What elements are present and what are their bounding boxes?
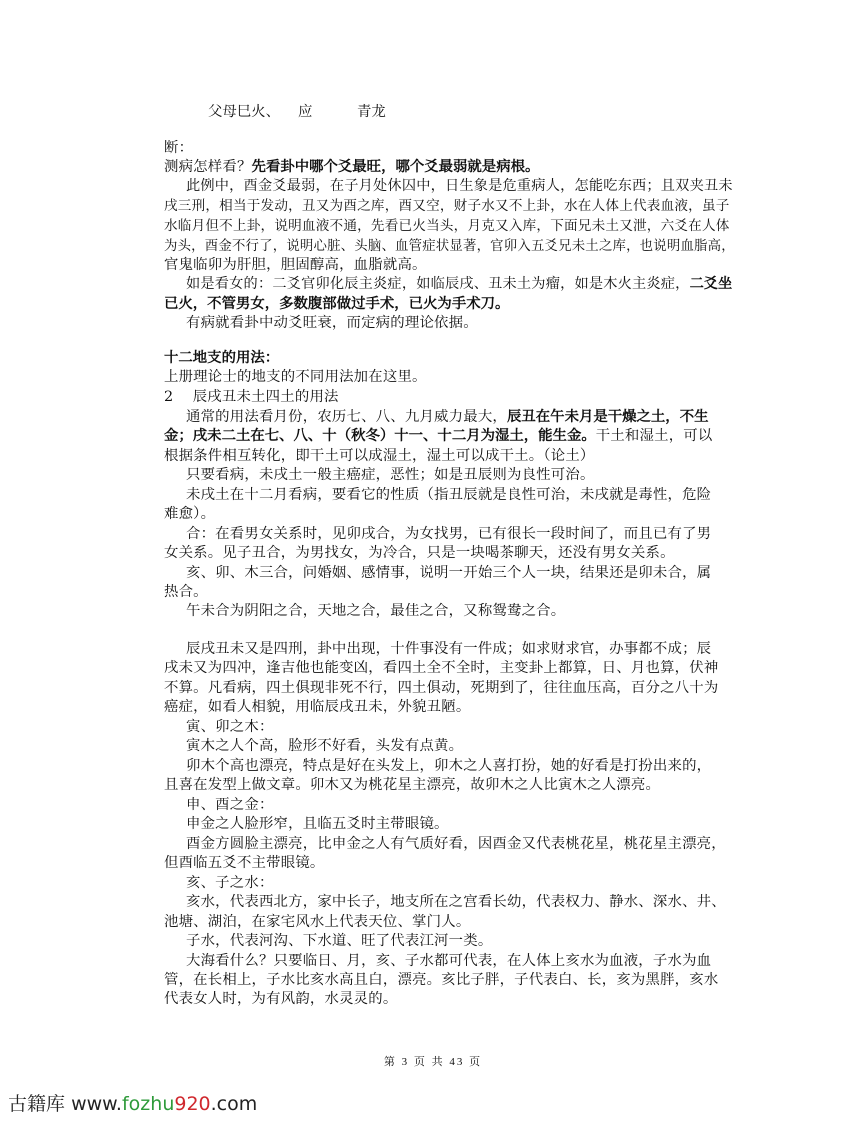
text-line [164,388,736,407]
text-line [164,505,736,524]
line-text: 亥水，代表西北方，家中长子，地支所在之宫看长幼，代表权力、静水、深水、井、 [186,894,726,910]
line-text: 断： [164,140,194,156]
line-text: 此例中，酉金爻最弱，在子月处休囚中，日生象是危重病人，怎能吃东西；且双夹丑未 [186,178,733,194]
line-text: 热合。 [164,584,208,600]
text-line [164,177,736,196]
text-line [164,217,736,236]
line-text: 辰戌丑未又是四刑，卦中出现，十件事没有一件成；如求财求官，办事都不成；辰 [186,641,712,657]
text-line [164,349,736,368]
header-col-3: 青龙 [357,104,386,120]
line-text: 申金之人脸形窄，且临五爻时主带眼镜。 [186,816,449,832]
line-text: 池塘、湖泊，在家宅风水上代表天位、掌门人。 [164,914,471,930]
line-text: 寅木之人个高，脸形不好看，头发有点黄。 [186,738,464,754]
line-text: 但酉临五爻不主带眼镜。 [164,855,325,871]
text-line [164,932,736,951]
text-line [164,275,736,294]
watermark-logo [8,1089,257,1116]
text-line [164,486,736,505]
line-text: 卯木个高也漂亮，特点是好在头发上，卯木之人喜打扮，她的好看是打扮出来的， [186,758,712,774]
header-col-1: 父母巳火、 [208,104,280,120]
text-line [164,525,736,544]
line-text: 大海看什么？只要临日、月，亥、子水都可代表，在人体上亥水为血液，子水为血 [186,953,712,969]
text-line [164,640,736,659]
text-line [164,368,736,387]
text-line [164,466,736,485]
text-line [164,990,736,1009]
line-bold-text: 金；戌未二土在七、八、十（秋冬）十一、十二月为湿土，能生金。 [164,428,596,444]
text-line [164,952,736,971]
text-line [164,427,736,446]
line-text: 午未合为阴阳之合，天地之合，最佳之合，又称鸳鸯之合。 [186,603,566,619]
text-line [164,815,736,834]
text-line [164,893,736,912]
line-text: 测病怎样看？ [164,159,252,175]
line-text: 上册理论士的地支的不同用法加在这里。 [164,369,427,385]
line-text: 如是看女的：二爻官卯化辰主炎症，如临辰戌、丑未土为瘤，如是木火主炎症， [186,276,690,292]
line-text: 难愈）。 [164,506,216,522]
line-text: 合：在看男女关系时，见卯戌合，为女找男，已有很长一段时间了，而且已有了男 [186,526,712,542]
text-line [164,698,736,717]
text-line [164,835,736,854]
header-col-2: 应 [298,104,313,120]
line-text: 只要看病，未戌土一般主癌症，恶性；如是丑辰则为良性可治。 [186,467,595,483]
line-text: 酉金方圆脸主漂亮，比申金之人有气质好看，因酉金又代表桃花星，桃花星主漂亮， [186,836,726,852]
line-bold-text: 辰丑在午未月是干燥之土，不生 [507,409,709,425]
text-line [164,659,736,678]
watermark-url: www.fozhu920.com [71,1093,258,1115]
text-line [164,447,736,466]
line-text: 官鬼临卯为肝胆，胆固醇高，血脂就高。 [164,257,427,273]
page-number: 第 3 页 共 43 页 [383,1056,483,1068]
line-text: 戌未又为四冲，逢吉他也能变凶，看四土全不全时，主变卦上都算，日、月也算，伏神 [164,660,719,676]
text-line [164,583,736,602]
line-text: 戌三刑，相当于发动，丑又为酉之库，酉又空，财子水又不上卦，水在人体上代表血液，虽子 [164,198,730,214]
text-line [164,564,736,583]
text-line [164,602,736,621]
line-bold-text: 十二地支的用法： [164,350,280,366]
line-text: 亥、卯、木三合，问婚姻、感情事，说明一开始三个人一块，结果还是卯未合，属 [186,565,712,581]
line-text: 且喜在发型上做文章。卯木又为桃花星主漂亮，故卯木之人比寅木之人漂亮。 [164,777,661,793]
line-text: 有病就看卦中动爻旺衰，而定病的理论依据。 [186,315,478,331]
line-text: 申、酉之金： [186,797,274,813]
text-line [164,197,736,216]
text-line [164,408,736,427]
text-line [164,971,736,990]
text-line [164,139,736,158]
line-text: 为头，酉金不行了，说明心脏、头脑、血管症状显著，官卯入五爻兄未土之库，也说明血脂高， [164,239,735,254]
text-line [164,757,736,776]
text-line [164,256,736,275]
line-bold-text: 二爻坐 [689,276,733,292]
text-line [164,314,736,333]
line-text: 女关系。见子丑合，为男找女，为冷合，只是一块喝茶聊天，还没有男女关系。 [164,545,675,561]
text-line [164,544,736,563]
text-line [164,854,736,873]
watermark-site-name: 古籍库 [8,1093,66,1115]
text-line [164,679,736,698]
line-bold-text: 先看卦中哪个爻最旺，哪个爻最弱就是病根。 [251,159,540,175]
text-line [164,237,736,256]
line-bold-text: 已火，不管男女，多数腹部做过手术，已火为手术刀。 [164,296,510,312]
line-text: 代表女人时，为有风韵，水灵灵的。 [164,991,398,1007]
line-text: 亥、子之水： [186,875,274,891]
text-line [164,913,736,932]
line-text: 子水，代表河沟、下水道、旺了代表江河一类。 [186,933,493,949]
line-text: 癌症，如看人相貌，用临辰戌丑未，外貌丑陋。 [164,699,471,715]
text-line [164,776,736,795]
text-line [164,874,736,893]
text-line [164,737,736,756]
line-text: 水临月但不上卦，说明血液不通，先看已火当头，月克又入库，下面兄未土又泄，六爻在人体 [164,218,730,234]
text-line [164,158,736,177]
line-text: 干土和湿土，可以 [595,428,713,444]
text-line [164,796,736,815]
line-text: 寅、卯之木： [186,719,274,735]
line-text: 管，在长相上，子水比亥水高且白，漂亮。亥比子胖，子代表白、长，亥为黑胖，亥水 [164,972,719,988]
line-text: 2 辰戌丑未土四土的用法 [164,389,339,405]
line-text: 通常的用法看月份，农历七、八、九月威力最大， [186,409,507,425]
text-line [164,295,736,314]
line-text: 不算。凡看病，四土俱现非死不行，四土俱动，死期到了，往往血压高，百分之八十为 [164,680,719,696]
line-text: 未戌土在十二月看病，要看它的性质（指丑辰就是良性可治，未戌就是毒性，危险 [186,487,712,503]
line-text: 根据条件相互转化，即干土可以成湿土，湿土可以成干土。（论土） [164,448,595,464]
text-line [164,718,736,737]
